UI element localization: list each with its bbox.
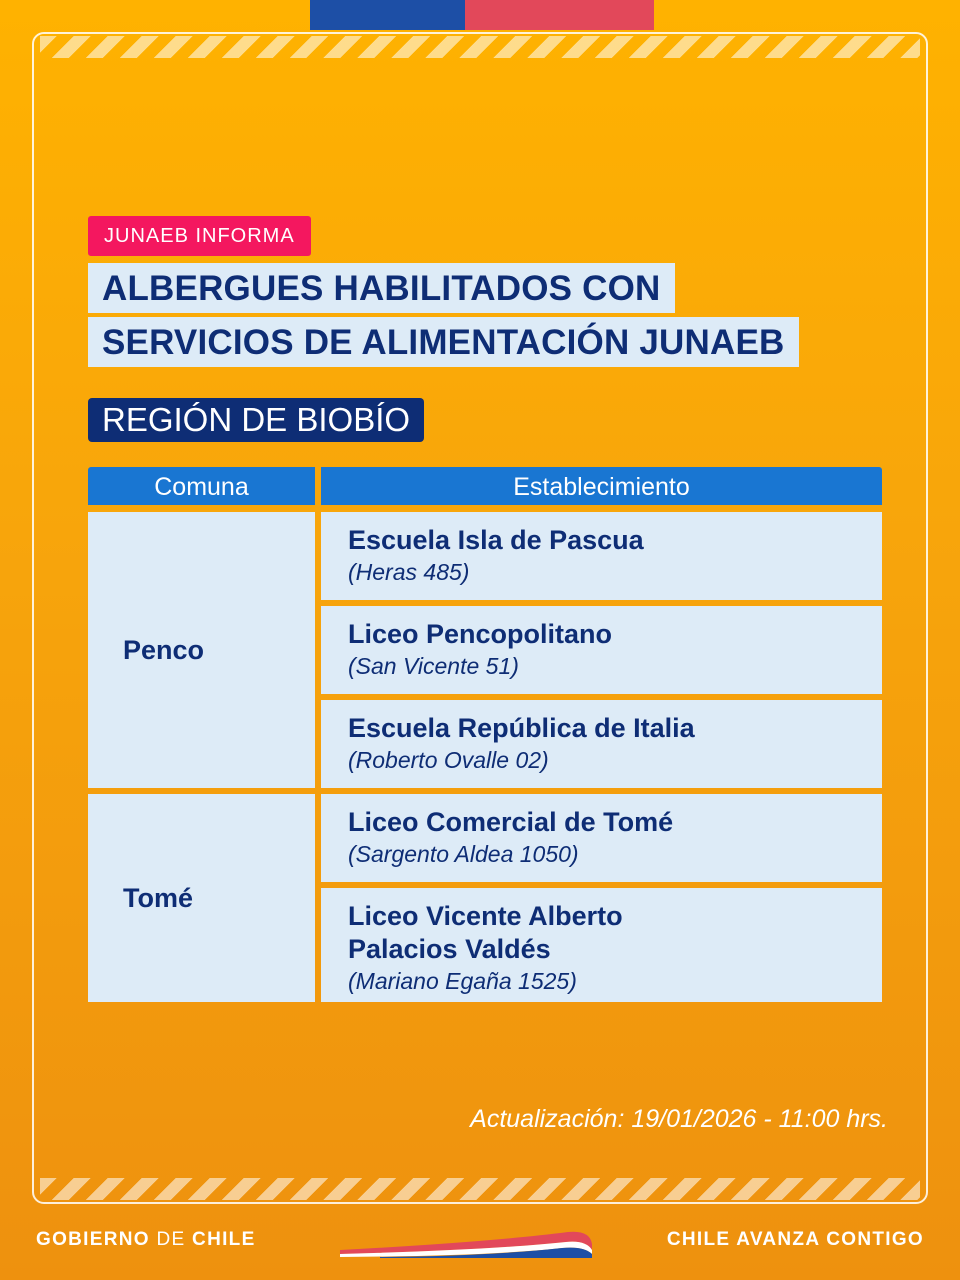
establecimiento-address: (Heras 485) [348, 559, 470, 585]
header-comuna: Comuna [88, 467, 315, 505]
footer-word-chile: CHILE [192, 1229, 256, 1250]
title-line-2: SERVICIOS DE ALIMENTACIÓN JUNAEB [88, 317, 799, 367]
establecimiento-name: Liceo Pencopolitano [348, 619, 613, 649]
establecimiento-row [321, 606, 882, 694]
footer-word-de: DE [156, 1229, 186, 1250]
establecimiento-address: (Roberto Ovalle 02) [348, 747, 549, 773]
header-establecimiento: Establecimiento [321, 467, 882, 505]
establecimiento-address: (Sargento Aldea 1050) [348, 841, 579, 867]
establecimiento-row [321, 794, 882, 882]
hazard-stripe-bottom [40, 1178, 920, 1200]
junaeb-badge: JUNAEB INFORMA [88, 216, 311, 256]
establecimiento-row [321, 512, 882, 600]
establecimiento-name: Liceo Comercial de Tomé [348, 807, 674, 837]
establecimiento-address: (San Vicente 51) [348, 653, 519, 679]
comuna-cell-penco [88, 512, 315, 788]
flag-red-segment [465, 0, 654, 30]
footer-word-gobierno: GOBIERNO [36, 1229, 150, 1250]
establecimiento-name: Escuela Isla de Pascua [348, 525, 644, 555]
footer-gobierno-logo [36, 1229, 256, 1251]
flag-stripe [310, 0, 654, 30]
comuna-cell-tome [88, 794, 315, 1002]
flag-swoosh-icon [340, 1224, 596, 1258]
update-timestamp: Actualización: 19/01/2026 - 11:00 hrs. [470, 1105, 888, 1133]
establecimiento-name: Escuela República de Italia [348, 713, 695, 743]
title-line-1: ALBERGUES HABILITADOS CON [88, 263, 675, 313]
footer-slogan: CHILE AVANZA CONTIGO [666, 1229, 924, 1250]
comuna-label: Tomé [123, 882, 194, 913]
establecimiento-row [321, 888, 882, 1002]
hazard-stripe-top [40, 36, 920, 58]
establecimiento-name-line1: Liceo Vicente Alberto [348, 901, 623, 931]
region-label: REGIÓN DE BIOBÍO [88, 398, 424, 442]
comuna-label: Penco [123, 634, 205, 665]
establecimiento-row [321, 700, 882, 788]
establecimiento-name-line2: Palacios Valdés [348, 934, 551, 964]
flag-blue-segment [310, 0, 465, 30]
establecimiento-address: (Mariano Egaña 1525) [348, 968, 577, 994]
